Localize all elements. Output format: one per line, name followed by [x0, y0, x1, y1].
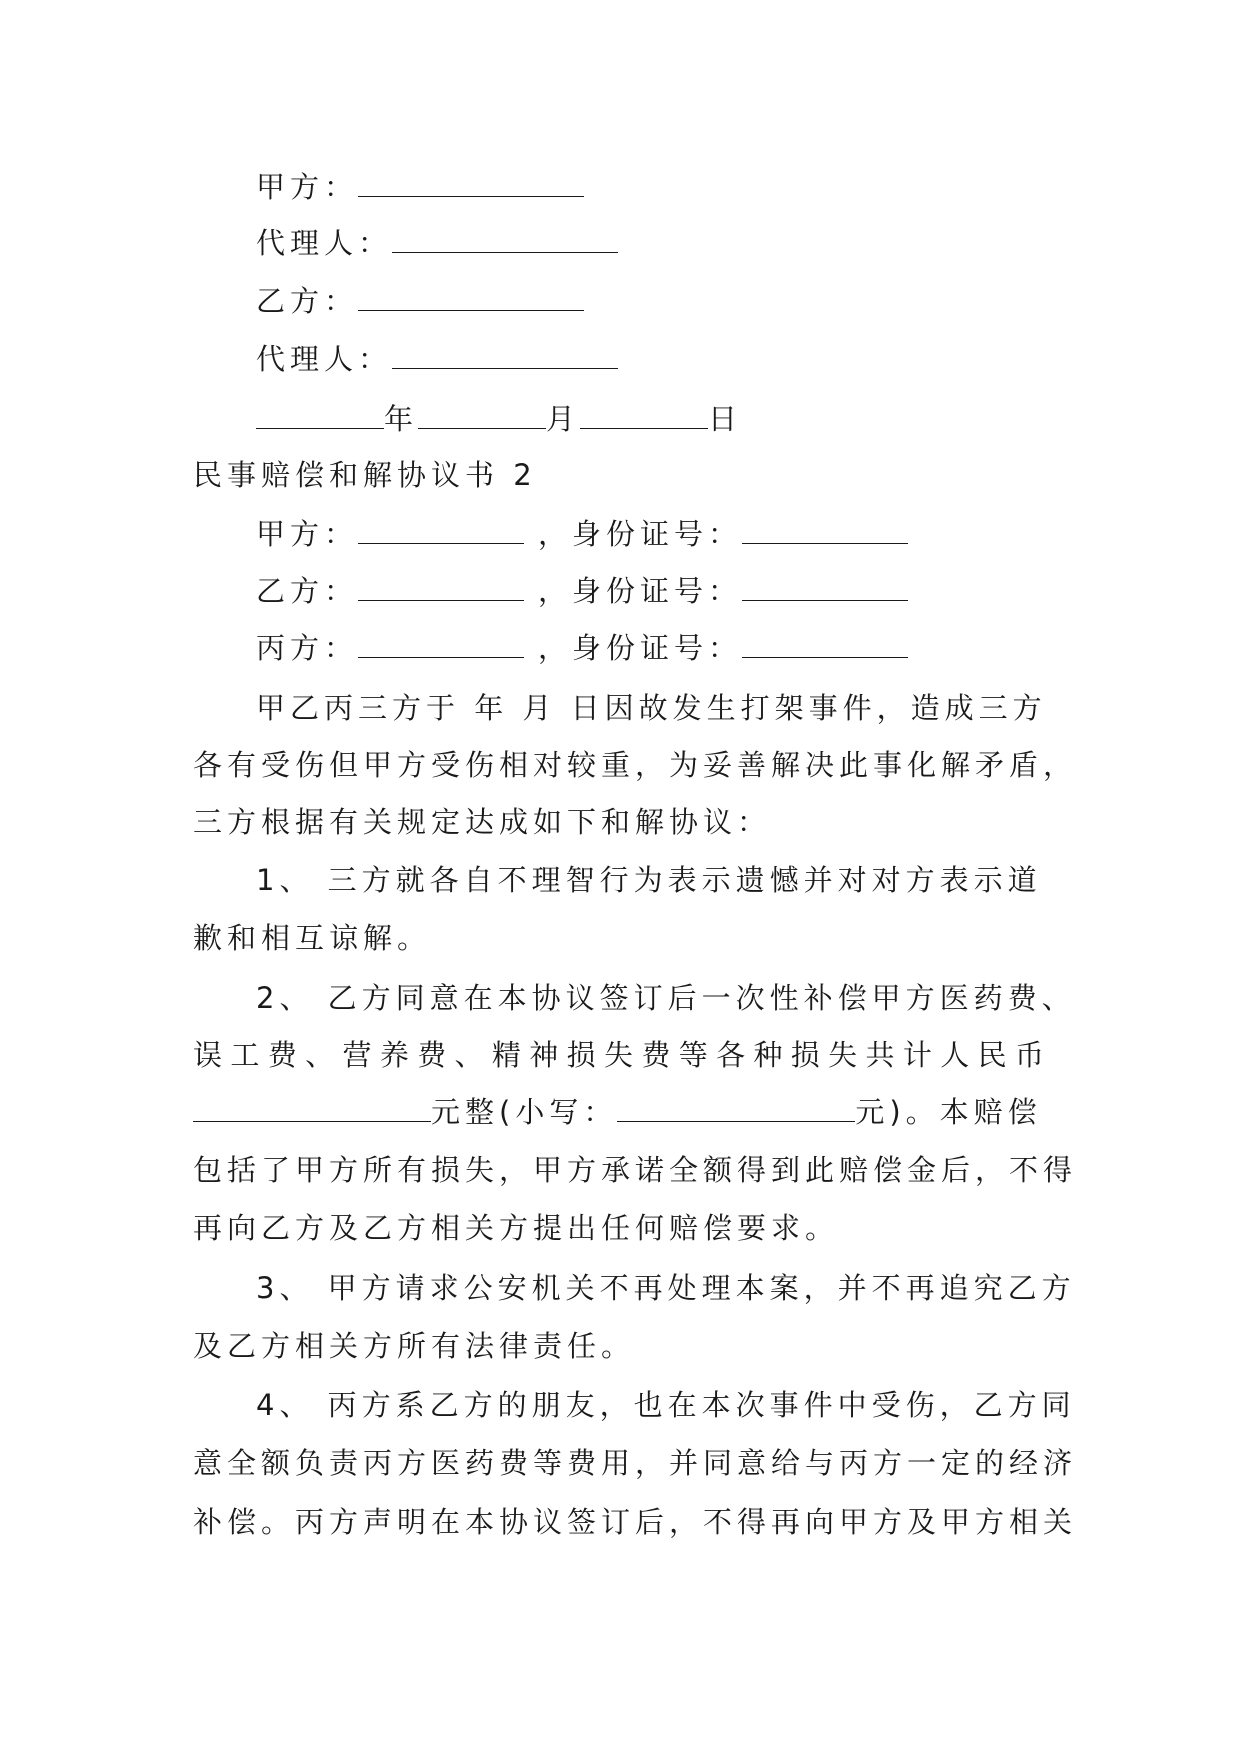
- amount-words-blank: [193, 1093, 431, 1122]
- clause-2-line-4: 包括了甲方所有损失，甲方承诺全额得到此赔偿金后，不得: [193, 1153, 1078, 1187]
- clause-2-line-1: 2、 乙方同意在本协议签订后一次性补偿甲方医药费、: [256, 981, 1076, 1015]
- month-blank: [418, 400, 546, 429]
- party-a-idnum-blank: [742, 515, 908, 544]
- party-a-blank: [358, 168, 584, 197]
- party-a-id-label: 甲方：: [256, 517, 359, 551]
- party-a-idnum-label: ，身份证号：: [538, 517, 743, 551]
- amount-figures-label: 元)。本赔偿: [855, 1095, 1042, 1129]
- clause-4-line-1: 4、 丙方系乙方的朋友，也在本次事件中受伤，乙方同: [256, 1388, 1076, 1422]
- month-label: 月: [546, 402, 581, 436]
- party-c-idnum-label: ，身份证号：: [538, 631, 743, 665]
- party-a-label: 甲方：: [256, 170, 359, 204]
- clause-4-line-2: 意全额负责丙方医药费等费用，并同意给与丙方一定的经济: [193, 1446, 1078, 1480]
- agent-1-signature-line: [256, 223, 618, 263]
- party-b-id-label: 乙方：: [256, 574, 359, 608]
- amount-words-label: 元整(小写：: [431, 1095, 618, 1129]
- party-b-label: 乙方：: [256, 284, 359, 318]
- day-blank: [580, 400, 708, 429]
- party-c-idnum-blank: [742, 629, 908, 658]
- party-b-signature-line: [256, 281, 584, 321]
- party-c-name-blank: [358, 629, 524, 658]
- clause-3-line-1: 3、 甲方请求公安机关不再处理本案，并不再追究乙方: [256, 1271, 1076, 1305]
- clause-2-amount-line: [193, 1092, 1042, 1132]
- agent-2-label: 代理人：: [256, 342, 393, 376]
- clause-2-line-2: 误工费、营养费、精神损失费等各种损失共计人民币: [193, 1038, 1049, 1072]
- party-b-id-line: [256, 571, 908, 611]
- party-a-signature-line: [256, 167, 584, 207]
- year-label: 年: [384, 402, 419, 436]
- section-title: 民事赔偿和解协议书 2: [193, 458, 537, 492]
- party-c-id-label: 丙方：: [256, 631, 359, 665]
- intro-line-3: 三方根据有关规定达成如下和解协议：: [193, 805, 772, 839]
- amount-figures-blank: [617, 1093, 855, 1122]
- date-line: [256, 399, 742, 439]
- clause-4-line-3: 补偿。丙方声明在本协议签订后，不得再向甲方及甲方相关: [193, 1505, 1078, 1539]
- intro-line-1: 甲乙丙三方于 年 月 日因故发生打架事件，造成三方: [256, 691, 1047, 725]
- clause-1-line-1: 1、 三方就各自不理智行为表示遗憾并对对方表示道: [256, 863, 1042, 897]
- year-blank: [256, 400, 384, 429]
- party-c-id-line: [256, 628, 908, 668]
- agent-2-blank: [392, 340, 618, 369]
- party-a-id-line: [256, 514, 908, 554]
- party-b-idnum-blank: [742, 572, 908, 601]
- agent-1-blank: [392, 224, 618, 253]
- party-b-name-blank: [358, 572, 524, 601]
- clause-2-line-5: 再向乙方及乙方相关方提出任何赔偿要求。: [193, 1211, 840, 1245]
- day-label: 日: [708, 402, 743, 436]
- party-a-name-blank: [358, 515, 524, 544]
- clause-1-line-2: 歉和相互谅解。: [193, 921, 432, 955]
- clause-3-line-2: 及乙方相关方所有法律责任。: [193, 1329, 636, 1363]
- party-b-idnum-label: ，身份证号：: [538, 574, 743, 608]
- party-b-blank: [358, 282, 584, 311]
- agent-2-signature-line: [256, 339, 618, 379]
- agent-1-label: 代理人：: [256, 226, 393, 260]
- intro-line-2: 各有受伤但甲方受伤相对较重，为妥善解决此事化解矛盾，: [193, 748, 1078, 782]
